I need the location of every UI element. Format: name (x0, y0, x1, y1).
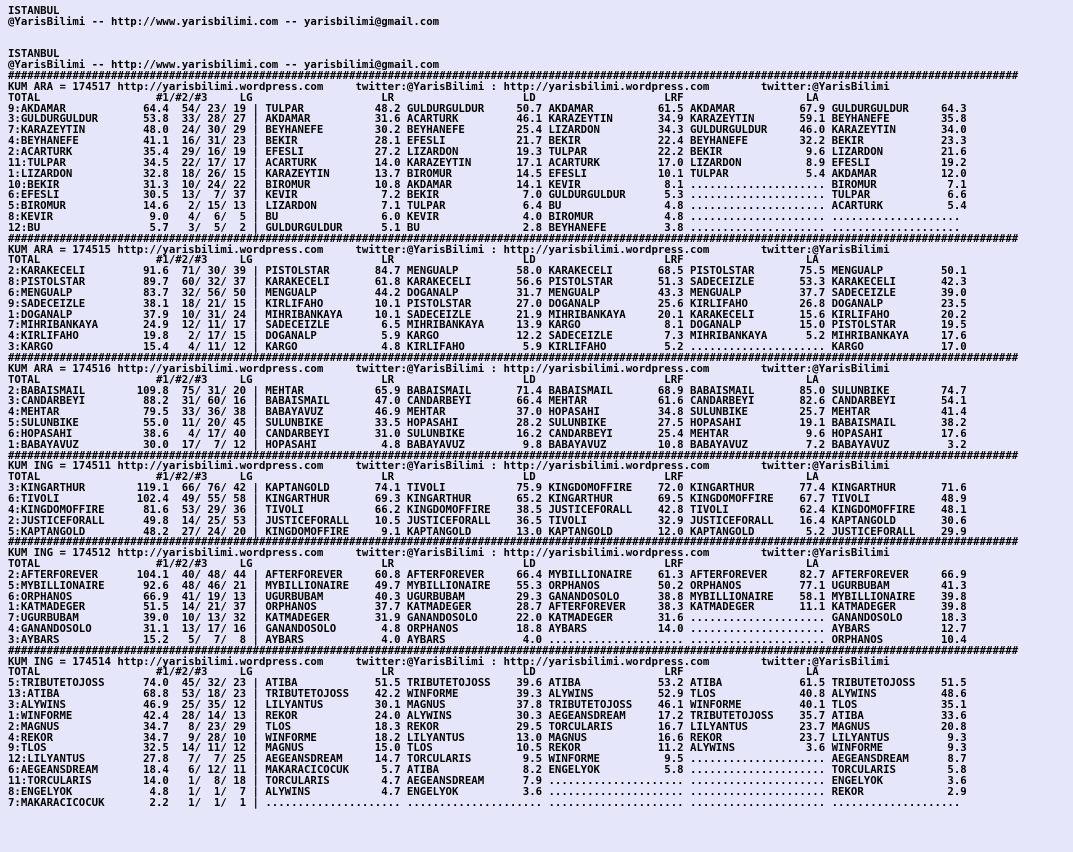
horse-row: 6:ORPHANOS 66.9 41/ 19/ 13 | UGURBUBAM 40.3 UGURBUBAM 29.3 GANANDOSOLO 38.8 MYBILLIONAIRE 58.1 MYBILLIONAIRE 39.8 (8, 589, 967, 603)
horse-row: 2:AFTERFOREVER 104.1 40/ 48/ 44 | AFTERFOREVER 60.8 AFTERFOREVER 66.4 MYBILLIONAIRE 61.3 AFTERFOREVER 82.7 AFTERFOREVER 66.9 (8, 567, 967, 581)
race-list (8, 71, 1065, 808)
horse-row: 12:LILYANTUS 27.8 7/ 7/ 25 | AEGEANSDREAM 14.7 TORCULARIS 9.5 WINFORME 9.5 ..................... AEGEANSDREAM 8.7 (8, 752, 967, 766)
race-title: KUM ARA = 174515 http://yarisbilimi.wordpress.com twitter:@YarisBilimi : http://yarisbilimi.wordpress.com twitter:@YarisBilimi (8, 242, 890, 256)
horse-row: 3:GULDURGULDUR 53.8 33/ 28/ 27 | AKDAMAR 31.6 ACARTURK 46.1 KARAZEYTIN 34.9 KARAZEYTIN 59.1 BEYHANEFE 35.8 (8, 112, 967, 126)
separator-line: ############################################################################################################################################################# (8, 645, 1019, 657)
race-title: KUM ING = 174512 http://yarisbilimi.wordpress.com twitter:@YarisBilimi : http://yarisbilimi.wordpress.com twitter:@YarisBilimi (8, 546, 890, 560)
horse-row: 12:BU 5.7 3/ 5/ 2 | GULDURGULDUR 5.1 BU 2.8 BEYHANEFE 3.8 ..................... .................... (8, 220, 961, 234)
separator-line: ############################################################################################################################################################# (8, 450, 1019, 462)
separator-line: ############################################################################################################################################################# (8, 71, 1019, 82)
horse-row: 6:EFESLI 30.5 13/ 7/ 37 | KEVIR 7.2 BEKIR 7.0 GULDURGULDUR 5.3 ..................... TULPAR 6.6 (8, 188, 967, 202)
horse-row: 1:WINFORME 42.4 28/ 14/ 13 | REKOR 24.0 ALYWINS 30.3 AEGEANSDREAM 17.2 TRIBUTETOJOSS 35.7 ATIBA 33.6 (8, 708, 967, 722)
separator-line: ############################################################################################################################################################# (8, 353, 1019, 364)
horse-row: 5:MYBILLIONAIRE 92.6 48/ 46/ 21 | MYBILLIONAIRE 49.7 MYBILLIONAIRE 55.3 ORPHANOS 50.2 ORPHANOS 77.1 UGURBUBAM 41.3 (8, 578, 967, 592)
race-title: KUM ARA = 174516 http://yarisbilimi.wordpress.com twitter:@YarisBilimi : http://yarisbilimi.wordpress.com twitter:@YarisBilimi (8, 361, 890, 375)
horse-row: 9:AKDAMAR 64.4 54/ 23/ 19 | TULPAR 48.2 GULDURGULDUR 50.7 AKDAMAR 61.5 AKDAMAR 67.9 GULDURGULDUR 64.3 (8, 101, 967, 115)
column-headers: TOTAL #1/#2/#3 LG LR LD LRF LA (8, 470, 819, 484)
horse-row: 4:GANANDOSOLO 31.1 13/ 17/ 16 | GANANDOSOLO 4.8 ORPHANOS 18.8 AYBARS 14.0 ..................... AYBARS 12.7 (8, 622, 967, 636)
column-headers: TOTAL #1/#2/#3 LG LR LD LRF LA (8, 90, 819, 104)
horse-row: 5:KAPTANGOLD 48.2 27/ 24/ 20 | KINGDOMOFFIRE 9.1 KAPTANGOLD 13.0 KAPTANGOLD 12.0 KAPTANGOLD 5.2 JUSTICEFORALL 29.9 (8, 524, 967, 538)
city-heading: ISTANBUL (8, 4, 60, 17)
horse-row: 11:TULPAR 34.5 22/ 17/ 17 | ACARTURK 14.0 KARAZEYTIN 17.1 ACARTURK 17.0 LIZARDON 8.9 EFESLI 19.2 (8, 155, 967, 169)
race-block (8, 537, 1065, 645)
race-block (8, 451, 1065, 538)
horse-row: 6:AEGEANSDREAM 18.4 6/ 12/ 11 | MAKARACICOCUK 5.7 ATIBA 8.2 ENGELYOK 5.8 ..................... TORCULARIS 5.8 (8, 763, 967, 777)
horse-row: 3:AYBARS 15.2 5/ 7/ 8 | AYBARS 4.0 AYBARS 4.0 ..................... ..................... ORPHANOS 10.4 (8, 632, 967, 646)
race-block (8, 353, 1065, 451)
horse-row: 2:BABAISMAIL 109.8 75/ 31/ 20 | MEHTAR 65.9 BABAISMAIL 71.4 BABAISMAIL 68.9 BABAISMAIL 85.0 SULUNBIKE 74.7 (8, 383, 967, 397)
horse-row: 7:MIHRIBANKAYA 24.9 12/ 11/ 17 | SADECEIZLE 6.5 MIHRIBANKAYA 13.9 KARGO 8.1 DOGANALP 15.0 PISTOLSTAR 19.5 (8, 318, 967, 332)
horse-row: 1:KATMADEGER 51.5 14/ 21/ 37 | ORPHANOS 37.7 KATMADEGER 28.7 AFTERFOREVER 38.3 KATMADEGER 11.1 KATMADEGER 39.8 (8, 600, 967, 614)
horse-row: 7:KARAZEYTIN 48.0 24/ 30/ 29 | BEYHANEFE 30.2 BEYHANEFE 25.4 LIZARDON 34.3 GULDURGULDUR 46.0 KARAZEYTIN 34.0 (8, 123, 967, 137)
horse-row: 9:TLOS 32.5 14/ 11/ 12 | MAGNUS 15.0 TLOS 10.5 REKOR 11.2 ALYWINS 3.6 WINFORME 9.3 (8, 741, 967, 755)
separator-line: ############################################################################################################################################################# (8, 537, 1019, 549)
horse-row: 5:SULUNBIKE 55.0 11/ 20/ 45 | SULUNBIKE 33.5 HOPASAHI 28.2 SULUNBIKE 27.5 HOPASAHI 19.1 BABAISMAIL 38.2 (8, 416, 967, 430)
horse-row: 4:MEHTAR 79.5 33/ 36/ 38 | BABAYAVUZ 46.9 MEHTAR 37.0 HOPASAHI 34.8 SULUNBIKE 25.7 MEHTAR 41.4 (8, 405, 967, 419)
horse-row: 1:LIZARDON 32.8 18/ 26/ 15 | KARAZEYTIN 13.7 BIROMUR 14.5 EFESLI 10.1 TULPAR 5.4 AKDAMAR 12.0 (8, 166, 967, 180)
horse-row: 8:KEVIR 9.0 4/ 6/ 5 | BU 6.0 KEVIR 4.0 BIROMUR 4.8 ..................... .................... (8, 210, 961, 224)
contact-line: @YarisBilimi -- http://www.yarisbilimi.com -- yarisbilimi@gmail.com (8, 14, 440, 28)
race-block (8, 646, 1065, 809)
horse-row: 4:KINGDOMOFFIRE 81.6 53/ 29/ 36 | TIVOLI 66.2 KINGDOMOFFIRE 38.5 JUSTICEFORALL 42.8 TIVOLI 62.4 KINGDOMOFFIRE 48.1 (8, 502, 967, 516)
horse-row: 3:KARGO 15.4 4/ 11/ 12 | KARGO 4.8 KIRLIFAHO 5.9 KIRLIFAHO 5.2 ..................... KARGO 17.0 (8, 340, 967, 354)
horse-row: 4:BEYHANEFE 41.1 16/ 31/ 23 | BEKIR 28.1 EFESLI 21.7 BEKIR 22.4 BEYHANEFE 32.2 BEKIR 23.3 (8, 134, 967, 148)
horse-row: 13:ATIBA 68.8 53/ 18/ 23 | TRIBUTETOJOSS 42.2 WINFORME 39.3 ALYWINS 52.9 TLOS 40.8 ALYWINS 48.6 (8, 687, 967, 701)
horse-row: 4:KIRLIFAHO 19.8 2/ 17/ 15 | DOGANALP 5.9 KARGO 12.2 SADECEIZLE 7.3 MIHRIBANKAYA 5.2 MIHRIBANKAYA 17.6 (8, 329, 967, 343)
horse-row: 6:MENGUALP 83.7 32/ 56/ 50 | MENGUALP 44.2 DOGANALP 31.7 MENGUALP 43.3 MENGUALP 37.7 SADECEIZLE 39.0 (8, 285, 967, 299)
column-headers: TOTAL #1/#2/#3 LG LR LD LRF LA (8, 372, 819, 386)
horse-row: 3:CANDARBEYI 88.2 31/ 60/ 16 | BABAISMAIL 47.0 CANDARBEYI 66.4 MEHTAR 61.6 CANDARBEYI 82.6 CANDARBEYI 54.1 (8, 394, 967, 408)
race-title: KUM ARA = 174517 http://yarisbilimi.wordpress.com twitter:@YarisBilimi : http://yarisbilimi.wordpress.com twitter:@YarisBilimi (8, 79, 890, 93)
race-title: KUM ING = 174514 http://yarisbilimi.wordpress.com twitter:@YarisBilimi : http://yarisbilimi.wordpress.com twitter:@YarisBilimi (8, 654, 890, 668)
horse-row: 3:ALYWINS 46.9 25/ 35/ 12 | LILYANTUS 30.1 MAGNUS 37.8 TRIBUTETOJOSS 46.1 WINFORME 40.1 TLOS 35.1 (8, 698, 967, 711)
race-title: KUM ING = 174511 http://yarisbilimi.wordpress.com twitter:@YarisBilimi : http://yarisbilimi.wordpress.com twitter:@YarisBilimi (8, 459, 890, 473)
horse-row: 8:ENGELYOK 4.8 1/ 1/ 7 | ALYWINS 4.7 ENGELYOK 3.6 ..................... ..................... REKOR 2.9 (8, 784, 967, 798)
separator-line: ############################################################################################################################################################# (8, 233, 1019, 245)
horse-row: 9:SADECEIZLE 38.1 18/ 21/ 15 | KIRLIFAHO 10.1 PISTOLSTAR 27.0 DOGANALP 25.6 KIRLIFAHO 26.8 DOGANALP 23.5 (8, 296, 967, 310)
horse-row: 1:BABAYAVUZ 30.0 17/ 7/ 12 | HOPASAHI 4.8 BABAYAVUZ 9.8 BABAYAVUZ 10.8 BABAYAVUZ 7.2 BABAYAVUZ 3.2 (8, 437, 967, 451)
horse-row: 6:TIVOLI 102.4 49/ 55/ 58 | KINGARTHUR 69.3 KINGARTHUR 65.2 KINGARTHUR 69.5 KINGDOMOFFIRE 67.7 TIVOLI 48.9 (8, 491, 967, 505)
horse-row: 2:JUSTICEFORALL 49.8 14/ 25/ 53 | JUSTICEFORALL 10.5 JUSTICEFORALL 36.5 TIVOLI 32.9 JUSTICEFORALL 16.4 KAPTANGOLD 30.6 (8, 513, 967, 527)
spacer (8, 28, 1065, 50)
horse-row: 2:KARAKECELI 91.6 71/ 30/ 39 | PISTOLSTAR 84.7 MENGUALP 58.0 KARAKECELI 68.5 PISTOLSTAR 75.5 MENGUALP 50.1 (8, 264, 967, 278)
horse-row: 2:ACARTURK 35.4 29/ 16/ 19 | EFESLI 27.2 LIZARDON 19.3 TULPAR 22.2 BEKIR 9.6 LIZARDON 21.6 (8, 144, 967, 158)
horse-row: 11:TORCULARIS 14.0 1/ 8/ 18 | TORCULARIS 4.7 AEGEANSDREAM 7.9 ..................... ..................... ENGELYOK 3.6 (8, 773, 967, 787)
horse-row: 1:DOGANALP 37.9 10/ 31/ 24 | MIHRIBANKAYA 10.1 SADECEIZLE 21.9 MIHRIBANKAYA 20.1 KARAKECELI 15.6 KIRLIFAHO 20.2 (8, 307, 967, 321)
column-headers: TOTAL #1/#2/#3 LG LR LD LRF LA (8, 665, 819, 679)
horse-row: 5:TRIBUTETOJOSS 74.0 45/ 32/ 23 | ATIBA 51.5 TRIBUTETOJOSS 39.6 ATIBA 53.2 ATIBA 61.5 TRIBUTETOJOSS 51.5 (8, 676, 967, 690)
column-headers: TOTAL #1/#2/#3 LG LR LD LRF LA (8, 253, 819, 267)
race-block (8, 71, 1065, 234)
race-block (8, 234, 1065, 353)
horse-row: 7:UGURBUBAM 39.0 10/ 13/ 32 | KATMADEGER 31.9 GANANDOSOLO 22.0 KATMADEGER 31.6 ..................... GANANDOSOLO 18.3 (8, 611, 967, 625)
horse-row: 6:HOPASAHI 38.6 4/ 17/ 40 | CANDARBEYI 31.0 SULUNBIKE 16.2 CANDARBEYI 25.4 MEHTAR 9.6 HOPASAHI 17.6 (8, 426, 967, 440)
contact-line-repeat: @YarisBilimi -- http://www.yarisbilimi.com -- yarisbilimi@gmail.com (8, 58, 440, 72)
horse-row: 5:BIROMUR 14.6 2/ 15/ 13 | LIZARDON 7.1 TULPAR 6.4 BU 4.8 ..................... ACARTURK 5.4 (8, 199, 967, 213)
horse-row: 8:PISTOLSTAR 89.7 60/ 32/ 37 | KARAKECELI 61.8 KARAKECELI 56.6 PISTOLSTAR 51.3 SADECEIZLE 53.3 KARAKECELI 42.3 (8, 275, 967, 289)
horse-row: 2:MAGNUS 34.7 8/ 23/ 29 | TLOS 18.3 REKOR 29.5 TORCULARIS 16.7 LILYANTUS 23.7 MAGNUS 20.8 (8, 719, 967, 733)
horse-row: 10:BEKIR 31.3 10/ 24/ 22 | BIROMUR 10.8 AKDAMAR 14.1 KEVIR 8.1 ..................... BIROMUR 7.1 (8, 177, 967, 191)
column-headers: TOTAL #1/#2/#3 LG LR LD LRF LA (8, 557, 819, 571)
horse-row: 3:KINGARTHUR 119.1 66/ 76/ 42 | KAPTANGOLD 74.1 TIVOLI 75.9 KINGDOMOFFIRE 72.0 KINGARTHUR 77.4 KINGARTHUR 71.6 (8, 481, 967, 495)
horse-row: 7:MAKARACICOCUK 2.2 1/ 1/ 1 | ..................... ..................... ..................... ..................... .................... (8, 795, 961, 809)
horse-row: 4:REKOR 34.7 9/ 28/ 10 | WINFORME 18.2 LILYANTUS 13.0 MAGNUS 16.6 REKOR 23.7 LILYANTUS 9.3 (8, 730, 967, 744)
city-heading-repeat: ISTANBUL (8, 47, 60, 61)
